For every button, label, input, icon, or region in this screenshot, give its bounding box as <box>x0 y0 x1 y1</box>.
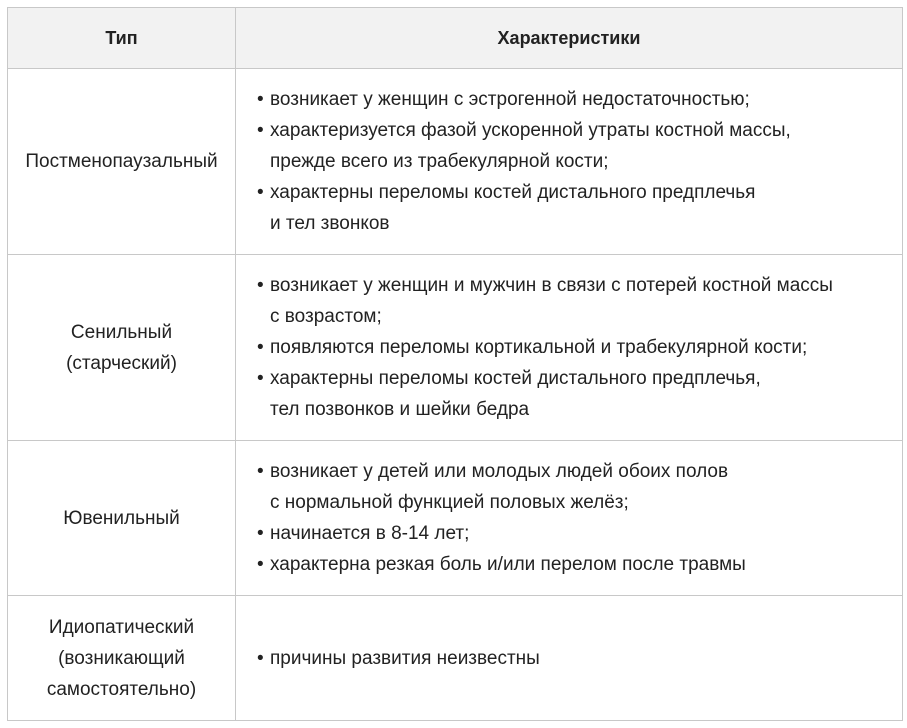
bullet-icon: • <box>257 554 264 575</box>
bullet-icon: • <box>257 89 264 110</box>
type-name: Идиопатический <box>48 616 195 638</box>
type-cell <box>8 255 236 441</box>
characteristics-cell <box>236 69 903 255</box>
list-item <box>257 177 902 239</box>
table-row <box>8 255 903 441</box>
item-line: причины развития неизвестны <box>270 647 540 669</box>
bullet-icon: • <box>257 337 264 358</box>
bullet-icon: • <box>257 461 264 482</box>
type-cell <box>8 69 236 255</box>
type-name-note: самостоятельно) <box>46 678 197 700</box>
header-type: Тип <box>8 8 236 69</box>
list-item <box>257 363 902 425</box>
list-item <box>257 270 902 332</box>
item-line: возникает у женщин и мужчин в связи с потерей костной массы <box>270 275 833 296</box>
characteristics-list <box>257 84 902 239</box>
type-name: Ювенильный <box>63 507 180 529</box>
list-item <box>257 84 902 115</box>
list-item <box>257 549 902 580</box>
type-cell <box>8 596 236 721</box>
type-cell <box>8 441 236 596</box>
characteristics-list <box>257 456 902 580</box>
item-line: характерны переломы костей дистального предплечья <box>270 182 756 203</box>
characteristics-cell <box>236 441 903 596</box>
item-line: появляются переломы кортикальной и трабекулярной кости; <box>270 337 808 358</box>
item-line: характерны переломы костей дистального предплечья, <box>270 368 761 389</box>
list-item <box>257 332 902 363</box>
bullet-icon: • <box>257 120 264 141</box>
item-line: возникает у женщин с эстрогенной недостаточностью; <box>270 89 750 110</box>
list-item <box>257 115 902 177</box>
table-row <box>8 69 903 255</box>
item-line: характерна резкая боль и/или перелом после травмы <box>270 554 746 575</box>
type-name-note: (старческий) <box>66 352 177 374</box>
item-line: с нормальной функцией половых желёз; <box>270 492 629 513</box>
list-item <box>257 456 902 518</box>
item-line: возникает у детей или молодых людей обоих полов <box>270 461 729 482</box>
item-line: тел позвонков и шейки бедра <box>270 399 530 420</box>
type-name: Постменопаузальный <box>25 151 218 172</box>
bullet-icon: • <box>257 182 264 203</box>
list-item <box>257 643 902 674</box>
type-name-note: (возникающий <box>58 647 185 669</box>
table-row <box>8 596 903 721</box>
bullet-icon: • <box>257 368 264 389</box>
item-line: прежде всего из трабекулярной кости; <box>270 151 609 172</box>
characteristics-cell <box>236 596 903 721</box>
header-row <box>8 8 903 69</box>
item-line: характеризуется фазой ускоренной утраты костной массы, <box>270 120 791 141</box>
bullet-icon: • <box>257 275 264 296</box>
bullet-icon: • <box>257 523 264 544</box>
type-name: Сенильный <box>70 321 173 343</box>
bullet-icon: • <box>257 647 264 669</box>
list-item <box>257 518 902 549</box>
header-characteristics: Характеристики <box>236 8 903 69</box>
item-line: с возрастом; <box>270 306 382 327</box>
characteristics-list <box>257 270 902 425</box>
table-row <box>8 441 903 596</box>
item-line: и тел звонков <box>270 213 390 234</box>
characteristics-cell <box>236 255 903 441</box>
item-line: начинается в 8-14 лет; <box>270 523 470 544</box>
osteoporosis-types-table <box>7 7 903 721</box>
characteristics-list <box>257 643 902 674</box>
